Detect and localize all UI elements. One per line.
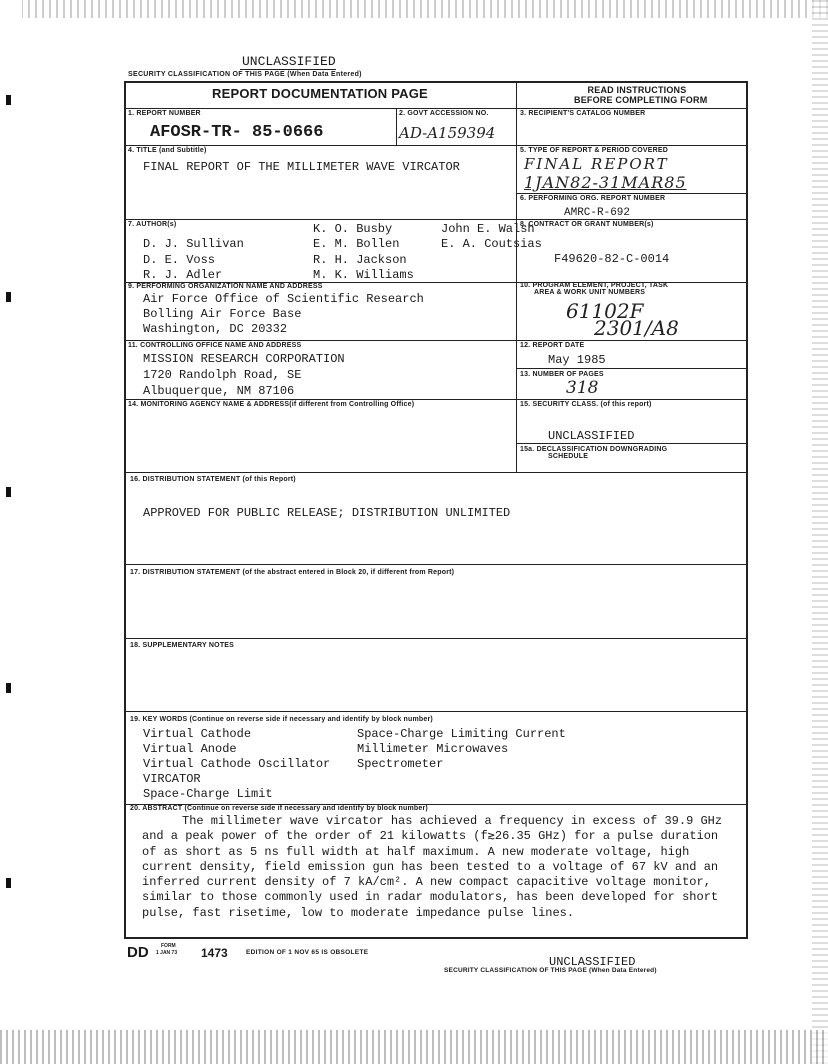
keyword: Virtual Anode xyxy=(143,742,237,756)
block-10-label: AREA & WORK UNIT NUMBERS xyxy=(534,289,646,296)
form-date: 1 JAN 73 xyxy=(156,950,178,956)
report-number: AFOSR-TR- 85-0666 xyxy=(150,123,324,142)
security-class: UNCLASSIFIED xyxy=(548,429,635,443)
distribution-statement: APPROVED FOR PUBLIC RELEASE; DISTRIBUTION UNLIMITED xyxy=(143,506,511,520)
contract-number: F49620-82-C-0014 xyxy=(554,252,670,266)
rule xyxy=(124,564,748,565)
keyword: Millimeter Microwaves xyxy=(357,742,509,756)
rule xyxy=(124,108,748,109)
performing-org-report-number: AMRC-R-692 xyxy=(564,207,631,219)
keyword: Space-Charge Limiting Current xyxy=(357,727,566,741)
block-17-label: 17. DISTRIBUTION STATEMENT (of the abstract entered in Block 20, if different from Report) xyxy=(130,569,455,576)
classification-underline xyxy=(240,69,336,70)
form-label: FORM xyxy=(161,943,176,949)
report-title: FINAL REPORT OF THE MILLIMETER WAVE VIRCATOR xyxy=(143,160,460,174)
abstract-text: The millimeter wave vircator has achieved a frequency in excess of 39.9 GHz and a peak power of the order of 21 kilowatts (f≳26.35 GHz) for a pulse duration of as short as 5 ns full width at half maximum. A new moderate voltage, high current density, field emission gun has been tested to a voltage of 67 kV and an inferred current density of 7 kA/cm². A new compact capacitive voltage monitor, similar to those commonly used in radar modulators, has been developed for short pulse, fast risetime, low to moderate impedance pulse lines. xyxy=(142,814,723,920)
read-instructions-line: BEFORE COMPLETING FORM xyxy=(574,95,708,105)
security-classification-label: SECURITY CLASSIFICATION OF THIS PAGE (When Data Entered) xyxy=(128,71,362,78)
dd-mark: DD xyxy=(127,944,149,961)
author: E. A. Coutsias xyxy=(441,237,542,251)
rule xyxy=(396,108,397,145)
scan-edge-top xyxy=(0,0,828,18)
govt-accession-number: AD-A159394 xyxy=(399,124,496,142)
block-11-label: 11. CONTROLLING OFFICE NAME AND ADDRESS xyxy=(128,342,302,349)
author: D. E. Voss xyxy=(143,253,216,267)
scan-edge-right xyxy=(812,0,828,1064)
block-14-label: 14. MONITORING AGENCY NAME & ADDRESS(if different from Controlling Office) xyxy=(128,401,415,408)
block-3-label: 3. RECIPIENT'S CATALOG NUMBER xyxy=(520,110,646,117)
scan-mark xyxy=(6,95,11,105)
block-6-label: 6. PERFORMING ORG. REPORT NUMBER xyxy=(520,195,666,202)
edition-note: EDITION OF 1 NOV 65 IS OBSOLETE xyxy=(246,949,369,956)
block-16-label: 16. DISTRIBUTION STATEMENT (of this Report) xyxy=(130,476,296,483)
author: John E. Walsh xyxy=(441,222,535,236)
classification-top: UNCLASSIFIED xyxy=(242,54,336,69)
block-15a-label: 15a. DECLASSIFICATION DOWNGRADING xyxy=(520,446,668,453)
form-title: REPORT DOCUMENTATION PAGE xyxy=(212,86,428,101)
performing-org-line: Air Force Office of Scientific Research xyxy=(143,292,424,306)
rule xyxy=(124,340,748,341)
number-of-pages: 318 xyxy=(566,378,599,398)
read-instructions-line: READ INSTRUCTIONS xyxy=(587,85,687,95)
report-period: 1JAN82-31MAR85 xyxy=(524,173,687,192)
author: D. J. Sullivan xyxy=(143,237,244,251)
scan-mark xyxy=(6,683,11,693)
rule xyxy=(124,145,748,146)
block-5-label: 5. TYPE OF REPORT & PERIOD COVERED xyxy=(520,147,668,154)
rule xyxy=(516,368,748,369)
keyword: Virtual Cathode xyxy=(143,727,252,741)
block-7-label: 7. AUTHOR(s) xyxy=(128,221,177,228)
form-number: 1473 xyxy=(201,946,228,960)
report-type: FINAL REPORT xyxy=(524,155,669,173)
block-15-label: 15. SECURITY CLASS. (of this report) xyxy=(520,401,652,408)
rule xyxy=(124,711,748,712)
block-4-label: 4. TITLE (and Subtitle) xyxy=(128,147,207,154)
project-task: 2301/A8 xyxy=(594,316,679,340)
keyword: VIRCATOR xyxy=(143,772,201,786)
controlling-office-line: Albuquerque, NM 87106 xyxy=(143,384,295,398)
classification-bottom: UNCLASSIFIED xyxy=(549,955,636,969)
controlling-office-line: 1720 Randolph Road, SE xyxy=(143,368,302,382)
scan-edge-bottom xyxy=(0,1030,828,1064)
program-element: 61102F xyxy=(566,299,644,323)
rule xyxy=(124,399,748,400)
author: K. O. Busby xyxy=(313,222,393,236)
report-date: May 1985 xyxy=(548,353,606,367)
block-1-label: 1. REPORT NUMBER xyxy=(128,110,201,117)
keyword: Space-Charge Limit xyxy=(143,787,273,801)
author: R. J. Adler xyxy=(143,268,223,281)
rule xyxy=(124,219,748,220)
rule xyxy=(516,193,748,194)
scan-mark xyxy=(6,487,11,497)
block-13-label: 13. NUMBER OF PAGES xyxy=(520,371,604,378)
block-19-label: 19. KEY WORDS (Continue on reverse side if necessary and identify by block number) xyxy=(130,716,433,723)
scan-edge-left xyxy=(0,0,22,1064)
rule xyxy=(124,472,748,473)
security-classification-footer: SECURITY CLASSIFICATION OF THIS PAGE (When Data Entered) xyxy=(444,967,657,974)
block-18-label: 18. SUPPLEMENTARY NOTES xyxy=(130,642,235,649)
block-10-label: 10. PROGRAM ELEMENT, PROJECT, TASK xyxy=(520,282,669,289)
block-12-label: 12. REPORT DATE xyxy=(520,342,585,349)
controlling-office-line: MISSION RESEARCH CORPORATION xyxy=(143,352,345,366)
rule xyxy=(516,443,748,444)
block-9-label: 9. PERFORMING ORGANIZATION NAME AND ADDRESS xyxy=(128,283,323,290)
block-15a-label: SCHEDULE xyxy=(548,453,589,460)
scan-mark xyxy=(6,292,11,302)
rule xyxy=(124,638,748,639)
author: E. M. Bollen xyxy=(313,237,400,251)
scan-mark xyxy=(6,878,11,888)
performing-org-line: Bolling Air Force Base xyxy=(143,307,302,321)
keyword: Spectrometer xyxy=(357,757,444,771)
author: R. H. Jackson xyxy=(313,253,407,267)
rule xyxy=(516,81,517,472)
keyword: Virtual Cathode Oscillator xyxy=(143,757,331,771)
block-2-label: 2. GOVT ACCESSION NO. xyxy=(399,110,489,117)
author: M. K. Williams xyxy=(313,268,414,281)
block-8-label: 8. CONTRACT OR GRANT NUMBER(s) xyxy=(520,221,654,228)
performing-org-line: Washington, DC 20332 xyxy=(143,322,288,336)
block-20-label: 20. ABSTRACT (Continue on reverse side if necessary and identify by block number) xyxy=(130,805,428,812)
